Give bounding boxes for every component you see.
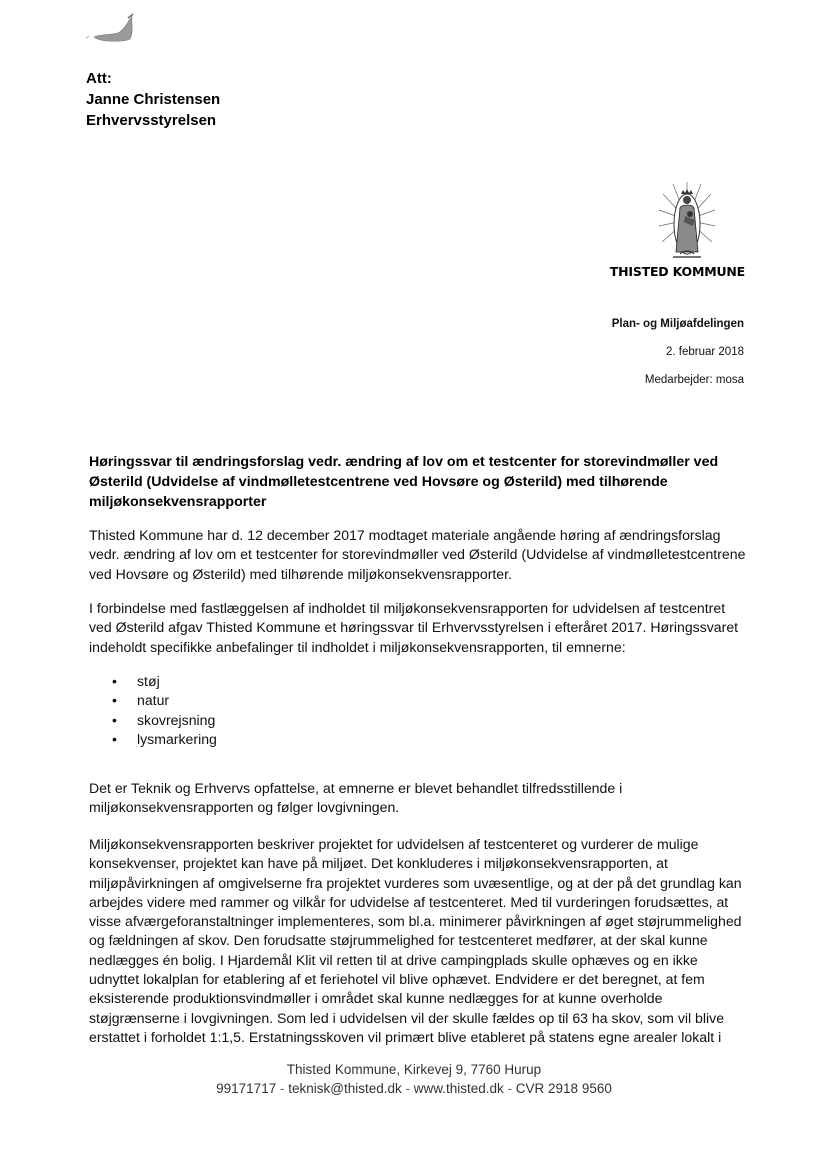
body-paragraph-2: I forbindelse med fastlæggelsen af indholdet til miljøkonsekvensrapporten for udvidelsen af testcentret ved Østerild afgav Thisted Kommune et høringssvar til Erhvervsstyrelsen i efteråret 2017. Høringssvaret indeholdt specifikke anbefalinger til indholdet i miljøkonsekvensrapporten, til emnerne: [89,600,739,655]
scribble-mark-icon [84,12,140,44]
letter-subject: Høringssvar til ændringsforslag vedr. ændring af lov om et testcenter for storevindmøller ved Østerild (Udvidelse af vindmølletestcentrene ved Hovsøre og Østerild) med tilhørende miljøkonsekvensrapporter [89,454,719,510]
footer-street: , Kirkevej 9, 7760 Hurup [396,1062,542,1077]
department-name: Plan- og Miljøafdelingen [611,318,744,330]
list-item: • lysmarkering [112,730,217,749]
footer-cvr: CVR 2918 9560 [515,1081,612,1096]
body-paragraph-3: Det er Teknik og Erhvervs opfattelse, at emnerne er blevet behandlet tilfredsstillende i miljøkonsekvensrapporten og følger lovgivningen. [89,780,623,816]
footer-separator: - [401,1081,414,1096]
list-item: • natur [112,691,217,710]
body-paragraph-1: Thisted Kommune har d. 12 december 2017 modtaget materiale angående høring af ændringsforslag vedr. ændring af lov om et testcenter for storevindmøller ved Østerild (Udvidelse af vindmølletestcentrene ved Hovsøre og Østerild) med tilhørende miljøkonsekvensrapporter. [89,527,746,582]
footer-contact [0,1081,828,1096]
list-item: • skovrejsning [112,711,217,730]
letter-date: 2. februar 2018 [665,346,744,358]
recipient-organization: Erhvervsstyrelsen [86,112,217,129]
municipality-name: THISTED KOMMUNE [609,264,745,279]
recipient-block [86,68,220,131]
recipient-name: Janne Christensen [86,91,221,108]
topic-list [112,672,217,749]
attention-label: Att: [86,70,112,87]
madonna-crest-icon [658,180,716,262]
footer-email-link[interactable]: teknisk@thisted.dk [288,1081,402,1096]
footer-separator: - [503,1081,516,1096]
footer-org-name: Thisted Kommune [286,1062,397,1077]
staff-initials: Medarbejder: mosa [644,374,744,386]
footer-address [0,1062,828,1077]
list-item: • støj [112,672,217,691]
footer-web-link[interactable]: www.thisted.dk [413,1081,504,1096]
body-paragraph-4: Miljøkonsekvensrapporten beskriver projektet for udvidelsen af testcenteret og vurderer de mulige konsekvenser, projektet kan have på miljøet. Det konkluderes i miljøkonsekvensrapporten, at miljøpåvirkningen af omgivelserne fra projektet vurderes som uvæsentlige, og at der på det grundlag kan arbejdes videre med rammer og vilkår for udvidelse af testcenteret. Med til vurderingen forudsættes, at visse afværgeforanstaltninger implementeres, som bl.a. minimerer påvirkningen af øget støjrummelighed og fældningen af skov. Den forudsatte støjrummelighed for testcenteret medfører, at der skal kunne nedlægges én bolig. I Hjardemål Klit vil retten til at drive campingplads skulle ophæves og en ikke udnyttet lokalplan for etablering af et feriehotel vil blive ophævet. Endvidere er det beregnet, at fem eksisterende produktionsvindmøller i området skal kunne nedlægges for at kunne overholde støjgrænserne i lovgivningen. Som led i udvidelsen vil der skulle fældes op til 63 ha skov, som vil blive erstattet i forholdet 1:1,5. Erstatningsskoven vil primært blive etableret på statens egne arealer lokalt i [89,836,742,1045]
footer-separator: - [276,1081,289,1096]
footer-phone: 99171717 [216,1081,277,1096]
